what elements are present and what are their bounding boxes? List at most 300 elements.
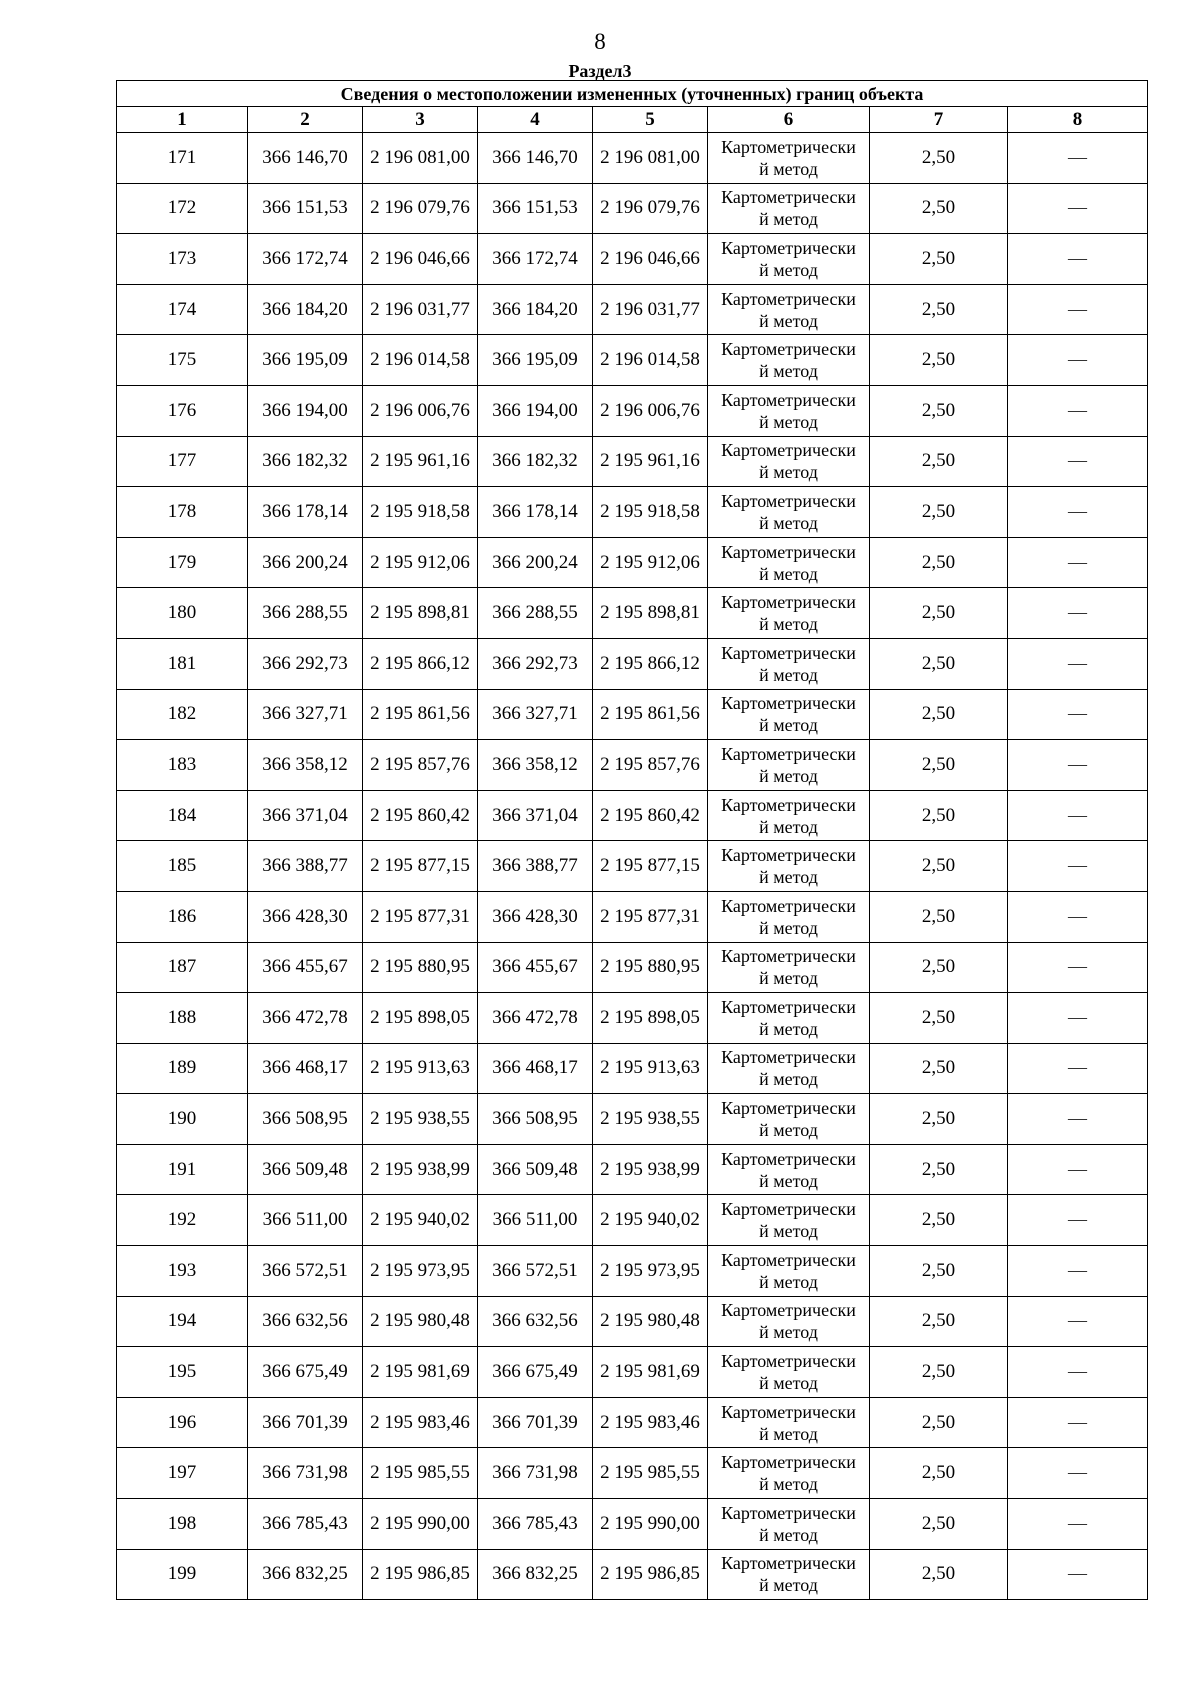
- method-cell: [708, 1043, 870, 1094]
- method-cell: [708, 436, 870, 487]
- method-text-line2: й метод: [759, 1069, 818, 1090]
- method-text-line1: Картометрически: [721, 794, 856, 815]
- point-number-cell: 196: [117, 1397, 248, 1448]
- method-text-line1: Картометрически: [721, 946, 856, 967]
- point-number-cell: 176: [117, 385, 248, 436]
- x-existing-cell: 366 508,95: [248, 1094, 363, 1145]
- accuracy-cell: 2,50: [870, 689, 1008, 740]
- y-refined-cell: 2 195 898,05: [593, 993, 708, 1044]
- x-refined-cell: 366 288,55: [478, 588, 593, 639]
- note-cell: —: [1008, 1195, 1148, 1246]
- y-existing-cell: 2 195 983,46: [363, 1397, 478, 1448]
- method-text-line1: Картометрически: [721, 1300, 856, 1321]
- method-text-line1: Картометрически: [721, 1199, 856, 1220]
- note-cell: —: [1008, 588, 1148, 639]
- method-text-line2: й метод: [759, 1018, 818, 1039]
- y-existing-cell: 2 196 006,76: [363, 385, 478, 436]
- method-text-line2: й метод: [759, 1575, 818, 1596]
- method-text-line2: й метод: [759, 411, 818, 432]
- accuracy-cell: 2,50: [870, 790, 1008, 841]
- y-refined-cell: 2 196 079,76: [593, 183, 708, 234]
- y-refined-cell: 2 195 860,42: [593, 790, 708, 841]
- y-refined-cell: 2 195 990,00: [593, 1499, 708, 1550]
- y-refined-cell: 2 195 857,76: [593, 740, 708, 791]
- accuracy-cell: 2,50: [870, 1195, 1008, 1246]
- accuracy-cell: 2,50: [870, 942, 1008, 993]
- method-text-line2: й метод: [759, 765, 818, 786]
- x-refined-cell: 366 832,25: [478, 1549, 593, 1600]
- y-refined-cell: 2 195 986,85: [593, 1549, 708, 1600]
- accuracy-cell: 2,50: [870, 487, 1008, 538]
- point-number-cell: 188: [117, 993, 248, 1044]
- point-number-cell: 181: [117, 638, 248, 689]
- accuracy-cell: 2,50: [870, 841, 1008, 892]
- y-refined-cell: 2 196 031,77: [593, 284, 708, 335]
- method-cell: [708, 1195, 870, 1246]
- point-number-cell: 177: [117, 436, 248, 487]
- x-existing-cell: 366 151,53: [248, 183, 363, 234]
- y-existing-cell: 2 196 014,58: [363, 335, 478, 386]
- x-existing-cell: 366 184,20: [248, 284, 363, 335]
- table-row: [117, 1043, 1148, 1094]
- table-row: [117, 335, 1148, 386]
- method-text-line1: Картометрически: [721, 1148, 856, 1169]
- method-text-line1: Картометрически: [721, 642, 856, 663]
- method-text-line1: Картометрически: [721, 541, 856, 562]
- method-text-line1: Картометрически: [721, 339, 856, 360]
- y-refined-cell: 2 195 980,48: [593, 1296, 708, 1347]
- x-refined-cell: 366 731,98: [478, 1448, 593, 1499]
- method-cell: [708, 1094, 870, 1145]
- x-refined-cell: 366 388,77: [478, 841, 593, 892]
- accuracy-cell: 2,50: [870, 183, 1008, 234]
- accuracy-cell: 2,50: [870, 1347, 1008, 1398]
- y-refined-cell: 2 195 913,63: [593, 1043, 708, 1094]
- method-text-line2: й метод: [759, 1423, 818, 1444]
- x-existing-cell: 366 146,70: [248, 133, 363, 184]
- method-text-line2: й метод: [759, 1474, 818, 1495]
- accuracy-cell: 2,50: [870, 234, 1008, 285]
- table-row: [117, 1094, 1148, 1145]
- y-existing-cell: 2 195 898,05: [363, 993, 478, 1044]
- point-number-cell: 179: [117, 537, 248, 588]
- note-cell: —: [1008, 537, 1148, 588]
- y-refined-cell: 2 196 006,76: [593, 385, 708, 436]
- method-text-line1: Картометрически: [721, 1249, 856, 1270]
- note-cell: —: [1008, 689, 1148, 740]
- table-row: [117, 993, 1148, 1044]
- y-existing-cell: 2 195 985,55: [363, 1448, 478, 1499]
- x-existing-cell: 366 327,71: [248, 689, 363, 740]
- point-number-cell: 186: [117, 891, 248, 942]
- x-existing-cell: 366 388,77: [248, 841, 363, 892]
- y-refined-cell: 2 195 898,81: [593, 588, 708, 639]
- table-row: [117, 1499, 1148, 1550]
- y-existing-cell: 2 195 973,95: [363, 1246, 478, 1297]
- y-refined-cell: 2 195 918,58: [593, 487, 708, 538]
- x-existing-cell: 366 701,39: [248, 1397, 363, 1448]
- y-refined-cell: 2 195 938,99: [593, 1144, 708, 1195]
- method-cell: [708, 1549, 870, 1600]
- method-text-line1: Картометрически: [721, 440, 856, 461]
- method-cell: [708, 234, 870, 285]
- column-header: 7: [870, 107, 1008, 133]
- point-number-cell: 175: [117, 335, 248, 386]
- x-existing-cell: 366 195,09: [248, 335, 363, 386]
- x-existing-cell: 366 785,43: [248, 1499, 363, 1550]
- x-refined-cell: 366 785,43: [478, 1499, 593, 1550]
- accuracy-cell: 2,50: [870, 638, 1008, 689]
- column-header: 4: [478, 107, 593, 133]
- y-existing-cell: 2 195 913,63: [363, 1043, 478, 1094]
- x-refined-cell: 366 292,73: [478, 638, 593, 689]
- x-refined-cell: 366 472,78: [478, 993, 593, 1044]
- y-existing-cell: 2 195 877,31: [363, 891, 478, 942]
- method-text-line1: Картометрически: [721, 895, 856, 916]
- note-cell: —: [1008, 1499, 1148, 1550]
- note-cell: —: [1008, 133, 1148, 184]
- x-refined-cell: 366 178,14: [478, 487, 593, 538]
- point-number-cell: 183: [117, 740, 248, 791]
- method-cell: [708, 133, 870, 184]
- note-cell: —: [1008, 740, 1148, 791]
- y-refined-cell: 2 195 877,31: [593, 891, 708, 942]
- y-refined-cell: 2 195 981,69: [593, 1347, 708, 1398]
- point-number-cell: 192: [117, 1195, 248, 1246]
- point-number-cell: 182: [117, 689, 248, 740]
- x-existing-cell: 366 182,32: [248, 436, 363, 487]
- coordinates-table: [116, 80, 1148, 1600]
- table-row: [117, 234, 1148, 285]
- y-refined-cell: 2 196 081,00: [593, 133, 708, 184]
- note-cell: —: [1008, 1347, 1148, 1398]
- note-cell: —: [1008, 1246, 1148, 1297]
- table-header-row: [117, 107, 1148, 133]
- y-existing-cell: 2 195 940,02: [363, 1195, 478, 1246]
- method-text-line2: й метод: [759, 1373, 818, 1394]
- accuracy-cell: 2,50: [870, 1144, 1008, 1195]
- method-text-line2: й метод: [759, 158, 818, 179]
- table-row: [117, 740, 1148, 791]
- y-existing-cell: 2 195 866,12: [363, 638, 478, 689]
- method-text-line1: Картометрически: [721, 845, 856, 866]
- x-refined-cell: 366 194,00: [478, 385, 593, 436]
- method-text-line1: Картометрически: [721, 136, 856, 157]
- method-cell: [708, 1397, 870, 1448]
- point-number-cell: 174: [117, 284, 248, 335]
- table-row: [117, 284, 1148, 335]
- method-text-line2: й метод: [759, 361, 818, 382]
- x-refined-cell: 366 195,09: [478, 335, 593, 386]
- method-cell: [708, 841, 870, 892]
- x-existing-cell: 366 632,56: [248, 1296, 363, 1347]
- accuracy-cell: 2,50: [870, 335, 1008, 386]
- point-number-cell: 173: [117, 234, 248, 285]
- x-refined-cell: 366 468,17: [478, 1043, 593, 1094]
- note-cell: —: [1008, 841, 1148, 892]
- x-existing-cell: 366 468,17: [248, 1043, 363, 1094]
- x-existing-cell: 366 172,74: [248, 234, 363, 285]
- x-refined-cell: 366 428,30: [478, 891, 593, 942]
- point-number-cell: 193: [117, 1246, 248, 1297]
- method-text-line1: Картометрически: [721, 743, 856, 764]
- x-existing-cell: 366 572,51: [248, 1246, 363, 1297]
- accuracy-cell: 2,50: [870, 1296, 1008, 1347]
- accuracy-cell: 2,50: [870, 1246, 1008, 1297]
- x-existing-cell: 366 675,49: [248, 1347, 363, 1398]
- method-cell: [708, 1347, 870, 1398]
- y-existing-cell: 2 195 918,58: [363, 487, 478, 538]
- y-refined-cell: 2 195 866,12: [593, 638, 708, 689]
- x-existing-cell: 366 200,24: [248, 537, 363, 588]
- table-row: [117, 638, 1148, 689]
- accuracy-cell: 2,50: [870, 1499, 1008, 1550]
- x-refined-cell: 366 182,32: [478, 436, 593, 487]
- y-existing-cell: 2 195 861,56: [363, 689, 478, 740]
- y-refined-cell: 2 195 861,56: [593, 689, 708, 740]
- y-existing-cell: 2 196 079,76: [363, 183, 478, 234]
- x-refined-cell: 366 508,95: [478, 1094, 593, 1145]
- note-cell: —: [1008, 1549, 1148, 1600]
- x-existing-cell: 366 358,12: [248, 740, 363, 791]
- y-refined-cell: 2 195 880,95: [593, 942, 708, 993]
- method-cell: [708, 1246, 870, 1297]
- point-number-cell: 190: [117, 1094, 248, 1145]
- y-refined-cell: 2 195 912,06: [593, 537, 708, 588]
- method-cell: [708, 1499, 870, 1550]
- point-number-cell: 180: [117, 588, 248, 639]
- column-header: 6: [708, 107, 870, 133]
- y-refined-cell: 2 195 961,16: [593, 436, 708, 487]
- column-header: 1: [117, 107, 248, 133]
- method-cell: [708, 588, 870, 639]
- method-text-line1: Картометрически: [721, 187, 856, 208]
- method-text-line2: й метод: [759, 664, 818, 685]
- note-cell: —: [1008, 942, 1148, 993]
- accuracy-cell: 2,50: [870, 891, 1008, 942]
- note-cell: —: [1008, 1397, 1148, 1448]
- note-cell: —: [1008, 436, 1148, 487]
- method-text-line1: Картометрически: [721, 288, 856, 309]
- method-cell: [708, 993, 870, 1044]
- method-text-line1: Картометрически: [721, 1452, 856, 1473]
- method-text-line1: Картометрически: [721, 592, 856, 613]
- table-row: [117, 1144, 1148, 1195]
- x-refined-cell: 366 184,20: [478, 284, 593, 335]
- y-refined-cell: 2 195 983,46: [593, 1397, 708, 1448]
- table-row: [117, 385, 1148, 436]
- method-text-line1: Картометрически: [721, 1351, 856, 1372]
- method-text-line2: й метод: [759, 1524, 818, 1545]
- point-number-cell: 184: [117, 790, 248, 841]
- x-existing-cell: 366 472,78: [248, 993, 363, 1044]
- y-refined-cell: 2 195 940,02: [593, 1195, 708, 1246]
- table-row: [117, 1246, 1148, 1297]
- method-cell: [708, 638, 870, 689]
- column-header: 8: [1008, 107, 1148, 133]
- method-cell: [708, 942, 870, 993]
- method-cell: [708, 790, 870, 841]
- method-text-line2: й метод: [759, 1322, 818, 1343]
- method-text-line2: й метод: [759, 1271, 818, 1292]
- point-number-cell: 189: [117, 1043, 248, 1094]
- method-cell: [708, 335, 870, 386]
- y-existing-cell: 2 195 938,99: [363, 1144, 478, 1195]
- table-row: [117, 436, 1148, 487]
- x-existing-cell: 366 371,04: [248, 790, 363, 841]
- point-number-cell: 171: [117, 133, 248, 184]
- method-text-line1: Картометрически: [721, 237, 856, 258]
- y-existing-cell: 2 195 880,95: [363, 942, 478, 993]
- point-number-cell: 198: [117, 1499, 248, 1550]
- method-cell: [708, 487, 870, 538]
- table-row: [117, 942, 1148, 993]
- x-existing-cell: 366 178,14: [248, 487, 363, 538]
- table-row: [117, 133, 1148, 184]
- y-existing-cell: 2 195 938,55: [363, 1094, 478, 1145]
- y-refined-cell: 2 196 014,58: [593, 335, 708, 386]
- method-text-line2: й метод: [759, 1170, 818, 1191]
- page-number: 8: [594, 29, 606, 54]
- method-text-line1: Картометрически: [721, 1553, 856, 1574]
- table-row: [117, 891, 1148, 942]
- x-existing-cell: 366 194,00: [248, 385, 363, 436]
- accuracy-cell: 2,50: [870, 537, 1008, 588]
- x-refined-cell: 366 572,51: [478, 1246, 593, 1297]
- method-text-line2: й метод: [759, 310, 818, 331]
- accuracy-cell: 2,50: [870, 588, 1008, 639]
- table-row: [117, 588, 1148, 639]
- table-row: [117, 841, 1148, 892]
- method-cell: [708, 183, 870, 234]
- x-refined-cell: 366 200,24: [478, 537, 593, 588]
- method-text-line2: й метод: [759, 917, 818, 938]
- point-number-cell: 187: [117, 942, 248, 993]
- point-number-cell: 194: [117, 1296, 248, 1347]
- note-cell: —: [1008, 487, 1148, 538]
- accuracy-cell: 2,50: [870, 1094, 1008, 1145]
- point-number-cell: 191: [117, 1144, 248, 1195]
- x-existing-cell: 366 509,48: [248, 1144, 363, 1195]
- point-number-cell: 195: [117, 1347, 248, 1398]
- y-existing-cell: 2 195 857,76: [363, 740, 478, 791]
- table-row: [117, 487, 1148, 538]
- section-title: Раздел3: [568, 61, 632, 81]
- table-row: [117, 537, 1148, 588]
- note-cell: —: [1008, 183, 1148, 234]
- accuracy-cell: 2,50: [870, 1397, 1008, 1448]
- point-number-cell: 172: [117, 183, 248, 234]
- y-existing-cell: 2 196 046,66: [363, 234, 478, 285]
- table-row: [117, 1296, 1148, 1347]
- accuracy-cell: 2,50: [870, 436, 1008, 487]
- table-row: [117, 1195, 1148, 1246]
- note-cell: —: [1008, 790, 1148, 841]
- method-text-line2: й метод: [759, 715, 818, 736]
- table-row: [117, 1448, 1148, 1499]
- method-text-line1: Картометрически: [721, 1098, 856, 1119]
- method-text-line2: й метод: [759, 816, 818, 837]
- method-text-line2: й метод: [759, 462, 818, 483]
- y-existing-cell: 2 195 986,85: [363, 1549, 478, 1600]
- note-cell: —: [1008, 335, 1148, 386]
- accuracy-cell: 2,50: [870, 1043, 1008, 1094]
- accuracy-cell: 2,50: [870, 284, 1008, 335]
- method-text-line1: Картометрически: [721, 1502, 856, 1523]
- x-refined-cell: 366 701,39: [478, 1397, 593, 1448]
- method-text-line1: Картометрически: [721, 1401, 856, 1422]
- accuracy-cell: 2,50: [870, 385, 1008, 436]
- method-cell: [708, 740, 870, 791]
- table-row: [117, 1347, 1148, 1398]
- x-existing-cell: 366 292,73: [248, 638, 363, 689]
- x-existing-cell: 366 832,25: [248, 1549, 363, 1600]
- table-row: [117, 183, 1148, 234]
- note-cell: —: [1008, 385, 1148, 436]
- x-refined-cell: 366 509,48: [478, 1144, 593, 1195]
- method-cell: [708, 537, 870, 588]
- y-refined-cell: 2 196 046,66: [593, 234, 708, 285]
- method-text-line1: Картометрически: [721, 389, 856, 410]
- note-cell: —: [1008, 638, 1148, 689]
- note-cell: —: [1008, 1144, 1148, 1195]
- method-cell: [708, 284, 870, 335]
- table-row: [117, 1549, 1148, 1600]
- note-cell: —: [1008, 1448, 1148, 1499]
- method-text-line1: Картометрически: [721, 490, 856, 511]
- y-existing-cell: 2 195 961,16: [363, 436, 478, 487]
- y-refined-cell: 2 195 938,55: [593, 1094, 708, 1145]
- method-text-line2: й метод: [759, 867, 818, 888]
- method-text-line2: й метод: [759, 259, 818, 280]
- method-text-line2: й метод: [759, 512, 818, 533]
- y-existing-cell: 2 195 912,06: [363, 537, 478, 588]
- x-existing-cell: 366 288,55: [248, 588, 363, 639]
- method-text-line2: й метод: [759, 614, 818, 635]
- x-refined-cell: 366 146,70: [478, 133, 593, 184]
- table-body: [117, 133, 1148, 1600]
- point-number-cell: 199: [117, 1549, 248, 1600]
- note-cell: —: [1008, 284, 1148, 335]
- accuracy-cell: 2,50: [870, 1448, 1008, 1499]
- note-cell: —: [1008, 1043, 1148, 1094]
- x-refined-cell: 366 371,04: [478, 790, 593, 841]
- y-refined-cell: 2 195 985,55: [593, 1448, 708, 1499]
- method-text-line2: й метод: [759, 209, 818, 230]
- accuracy-cell: 2,50: [870, 740, 1008, 791]
- method-cell: [708, 1296, 870, 1347]
- y-refined-cell: 2 195 877,15: [593, 841, 708, 892]
- x-refined-cell: 366 327,71: [478, 689, 593, 740]
- method-cell: [708, 385, 870, 436]
- method-text-line2: й метод: [759, 1120, 818, 1141]
- point-number-cell: 185: [117, 841, 248, 892]
- accuracy-cell: 2,50: [870, 1549, 1008, 1600]
- column-header: 5: [593, 107, 708, 133]
- note-cell: —: [1008, 891, 1148, 942]
- y-existing-cell: 2 195 990,00: [363, 1499, 478, 1550]
- x-refined-cell: 366 511,00: [478, 1195, 593, 1246]
- method-cell: [708, 1144, 870, 1195]
- table-row: [117, 1397, 1148, 1448]
- y-existing-cell: 2 196 031,77: [363, 284, 478, 335]
- note-cell: —: [1008, 1094, 1148, 1145]
- y-existing-cell: 2 195 898,81: [363, 588, 478, 639]
- method-text-line1: Картометрически: [721, 996, 856, 1017]
- method-text-line1: Картометрически: [721, 693, 856, 714]
- x-refined-cell: 366 455,67: [478, 942, 593, 993]
- column-header: 3: [363, 107, 478, 133]
